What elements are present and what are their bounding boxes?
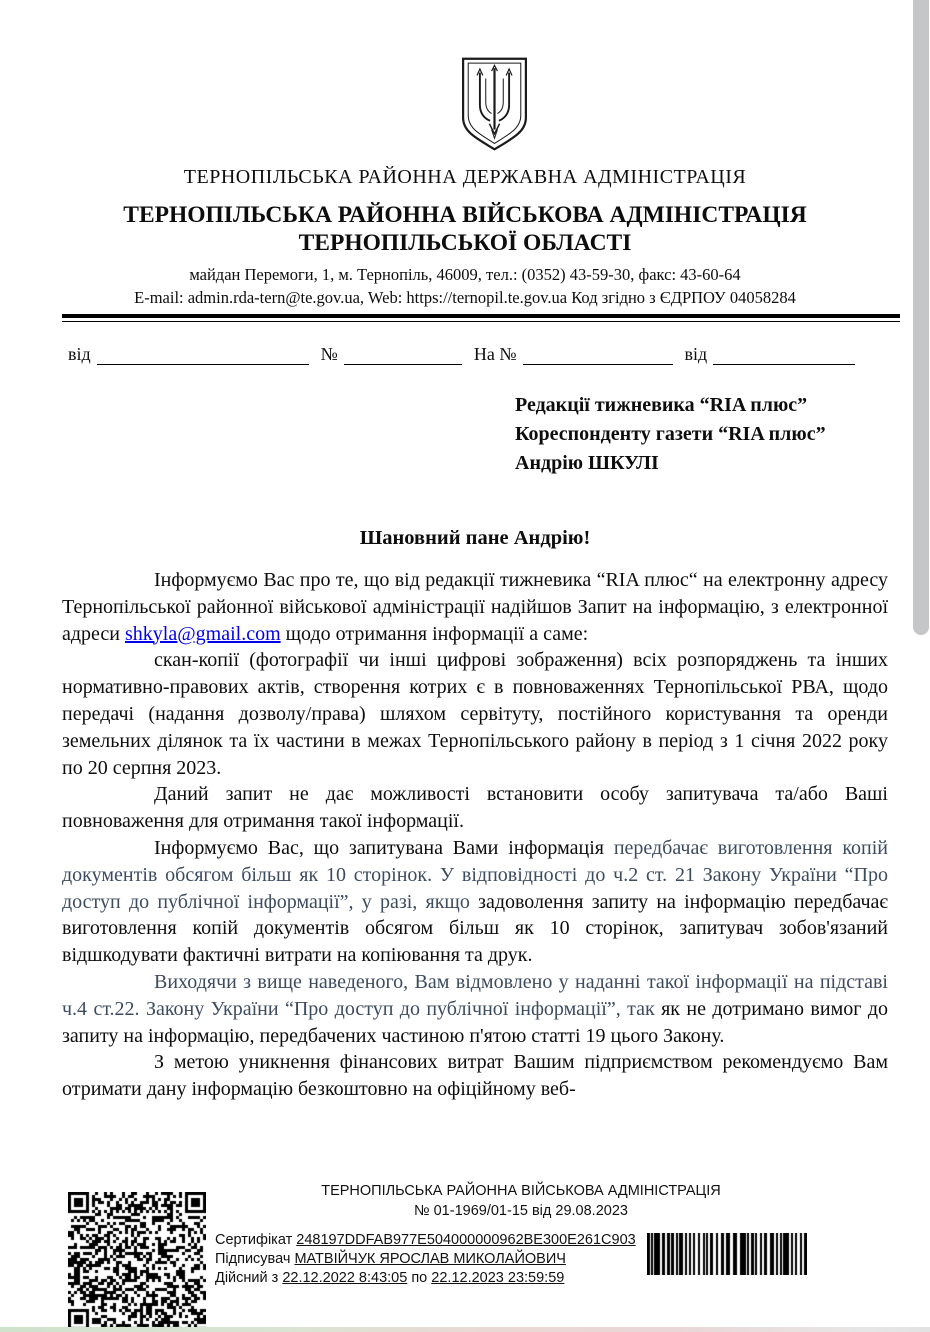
certificate-block <box>215 1231 636 1288</box>
signer-line <box>215 1250 636 1269</box>
text-segment: Даний запит не дає можливості встановити особу запитувача та/або Ваші повноваження для отримання такої інформації. <box>62 783 888 833</box>
text-segment: З метою уникнення фінансових витрат Вашим підприємством рекомендуємо Вам отримати дану інформацію безкоштовно на офіційному веб- <box>62 1051 888 1101</box>
text-segment: Інформуємо Вас, що запитувана Вами інформація <box>154 836 614 859</box>
text-segment: скан-копії (фотографії чи інші цифрові зображення) всіх розпоряджень та інших нормативно-правових актів, створення котрих є в повноваженнях Тернопільської РВА, щодо передачі (надання дозволу/права) шляхом сервітуту, постійного користування та оренди земельних ділянок та їх частини в межах Тернопільського району в період з 1 січня 2022 року по 20 серпня 2023. <box>62 649 888 779</box>
certificate-line <box>215 1231 636 1250</box>
paragraph <box>62 567 888 647</box>
scrollbar-track[interactable] <box>912 0 930 1332</box>
certificate-value: 248197DDFAB977E504000000962BE300E261C903 <box>296 1232 636 1248</box>
ukraine-trident-icon <box>458 56 531 152</box>
org-contacts: E-mail: admin.rda-tern@te.gov.ua, Web: https://ternopil.te.gov.ua Код згідно з ЄДРПОУ 04058284 <box>134 288 796 307</box>
salutation: Шановний пане Андрію! <box>359 527 591 549</box>
text-segment: як не дотримано вимог до запиту на інформацію, передбачених частиною п'ятою статті 19 цього Закону. <box>62 997 888 1047</box>
ref-field <box>474 344 673 365</box>
org-name-line2: ТЕРНОПІЛЬСЬКОЇ ОБЛАСТІ <box>298 230 632 256</box>
next-page-edge-strip <box>0 1327 930 1332</box>
validity-separator: по <box>411 1270 428 1286</box>
validity-from: 22.12.2022 8:43:05 <box>282 1270 408 1286</box>
footer-doc-number: № 01-1969/01-15 від 29.08.2023 <box>414 1203 628 1219</box>
qr-code <box>68 1192 206 1330</box>
letterhead-divider <box>62 314 900 322</box>
org-address: майдан Перемоги, 1, м. Тернопіль, 46009, тел.: (0352) 43-59-30, факс: 43-60-64 <box>189 265 741 284</box>
signer-label: Підписувач <box>215 1251 291 1267</box>
validity-label: Дійсний з <box>215 1270 279 1286</box>
ref-field <box>321 344 462 365</box>
ref-field-blank <box>713 348 855 365</box>
signer-value: МАТВІЙЧУК ЯРОСЛАВ МИКОЛАЙОВИЧ <box>294 1251 566 1267</box>
recipient-line: Кореспонденту газети “RIA плюс” <box>515 423 826 445</box>
ref-field-label: На № <box>473 344 517 364</box>
paragraph <box>62 835 888 969</box>
certificate-label: Сертифікат <box>215 1232 293 1248</box>
coat-of-arms <box>0 56 930 152</box>
paragraph <box>62 647 888 781</box>
validity-to: 22.12.2023 23:59:59 <box>431 1270 565 1286</box>
validity-line <box>215 1269 636 1288</box>
text-segment: передбачає виготовлення копій документів обсягом більш як 10 сторінок. У відповідності до ч.2 ст. 21 Закону України “Про доступ до публічної інформації”, у разі, якщо <box>62 836 888 913</box>
paragraph <box>62 781 888 835</box>
org-name-line1: ТЕРНОПІЛЬСЬКА РАЙОННА ВІЙСЬКОВА АДМІНІСТРАЦІЯ <box>123 202 807 228</box>
text-segment: задоволення запиту на інформацію передбачає виготовлення копій документів обсягом більш як 10 сторінок, запитувач зобов'язаний відшкодувати фактичні витрати на копіювання та друк. <box>62 890 888 967</box>
reference-line <box>68 344 890 365</box>
letter-body <box>62 567 888 1103</box>
ref-field-blank <box>97 348 309 365</box>
ref-field-blank <box>344 348 462 365</box>
ref-field-label: № <box>320 344 338 364</box>
paragraph <box>62 969 888 1049</box>
scrollbar-thumb[interactable] <box>913 0 929 635</box>
barcode <box>647 1233 807 1275</box>
email-link[interactable]: shkyla@gmail.com <box>125 622 281 645</box>
paragraph <box>62 1049 888 1103</box>
ref-field-label: від <box>68 344 91 364</box>
ref-field-label: від <box>684 344 708 364</box>
recipient-block <box>515 391 930 478</box>
text-segment: Інформуємо Вас про те, що від редакції тижневика “RIA плюс“ на електронну адресу Тернопільської районної військової адміністрації надійшов Запит на інформацію, з електронної адреси <box>62 569 888 645</box>
text-segment: Виходячи з вище наведеного, Вам відмовлено у наданні такої інформації на підставі ч.4 ст.22. Закону України “Про доступ до публічної інформації”, так <box>62 970 888 1020</box>
ref-field <box>68 344 309 365</box>
footer-org-name: ТЕРНОПІЛЬСЬКА РАЙОННА ВІЙСЬКОВА АДМІНІСТРАЦІЯ <box>321 1183 721 1199</box>
ref-field <box>685 344 856 365</box>
recipient-line: Редакції тижневика “RIA плюс” <box>515 394 808 416</box>
text-segment: щодо отримання інформації а саме: <box>280 622 589 645</box>
recipient-line: Андрію ШКУЛІ <box>515 452 659 474</box>
parent-org-name: ТЕРНОПІЛЬСЬКА РАЙОННА ДЕРЖАВНА АДМІНІСТРАЦІЯ <box>183 166 747 188</box>
ref-field-blank <box>523 348 673 365</box>
